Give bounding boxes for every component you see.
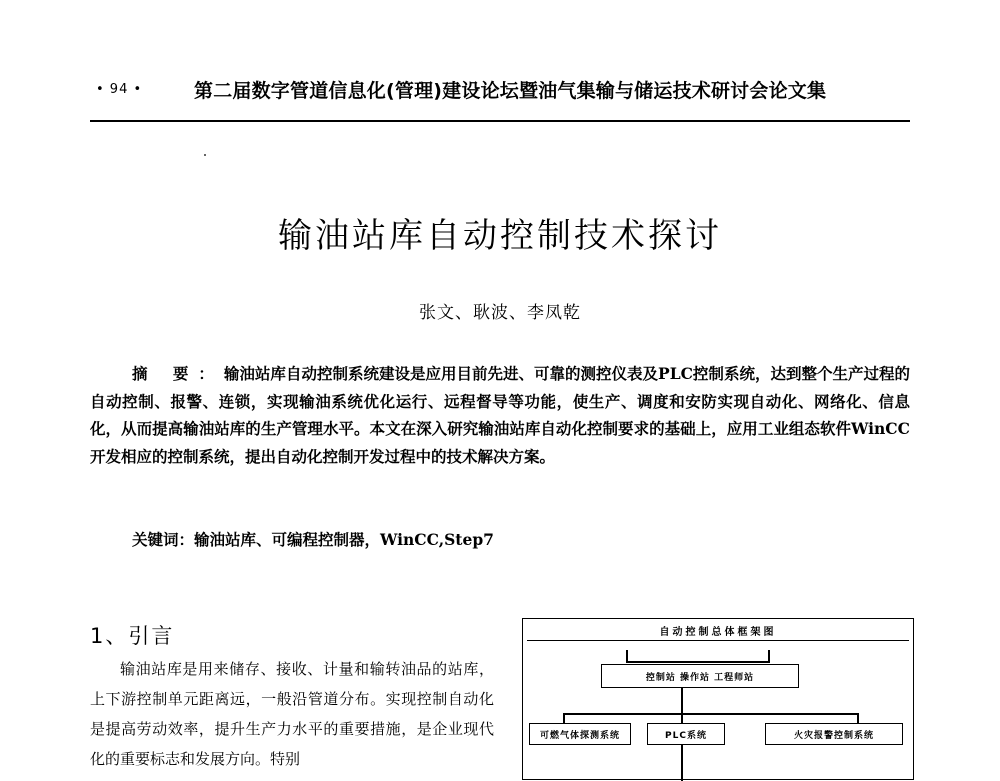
connector-line (626, 661, 770, 663)
keywords-label: 关键词： (132, 530, 195, 549)
running-header (90, 76, 910, 106)
connector-line (681, 688, 683, 714)
figure-box-stations: 控制站 操作站 工程师站 (601, 664, 799, 688)
keywords (132, 528, 912, 550)
abstract (90, 360, 910, 470)
page-number: • 94 • (96, 82, 143, 97)
connector-line (768, 650, 770, 662)
connector-line (857, 713, 859, 723)
abstract-label: 摘 要： (132, 364, 224, 383)
section-body (90, 654, 494, 774)
connector-line (563, 713, 565, 723)
connector-line (681, 713, 683, 723)
architecture-figure (522, 618, 914, 780)
figure-box-fire-alarm: 火灾报警控制系统 (765, 723, 903, 745)
section-paragraph: 输油站库是用来储存、接收、计量和输转油品的站库，上下游控制单元距离远，一般沿管道分布。实现控制自动化是提高劳动效率，提升生产力水平的重要措施，是企业现代化的重要标志和发展方向。特别 (90, 660, 494, 768)
abstract-text: 输油站库自动控制系统建设是应用目前先进、可靠的测控仪表及PLC控制系统，达到整个生产过程的自动控制、报警、连锁，实现输油系统优化运行、远程督导等功能，使生产、调度和安防实现自动化、网络化、信息化，从而提高输油站库的生产管理水平。本文在深入研究输油站库自动化控制要求的基础上，应用工业组态软件WinCC开发相应的控制系统，提出自动化控制开发过程中的技术解决方案。 (90, 364, 910, 466)
scan-speck (204, 154, 206, 156)
keywords-text: 输油站库、可编程控制器，WinCC,Step7 (194, 530, 494, 549)
journal-title: 第二届数字管道信息化(管理)建设论坛暨油气集输与储运技术研讨会论文集 (194, 80, 827, 102)
figure-title-rule (527, 640, 909, 641)
article-authors: 张文、耿波、李凤乾 (419, 303, 581, 323)
connector-line (563, 713, 859, 715)
figure-box-gas-detection: 可燃气体探测系统 (529, 723, 631, 745)
figure-box-plc: PLC系统 (647, 723, 725, 745)
article-title: 输油站库自动控制技术探讨 (278, 216, 722, 256)
figure-title: 自动控制总体框架图 (659, 627, 777, 638)
section-heading: 1、引言 (90, 624, 175, 648)
connector-line (681, 745, 683, 781)
header-rule (90, 120, 910, 122)
